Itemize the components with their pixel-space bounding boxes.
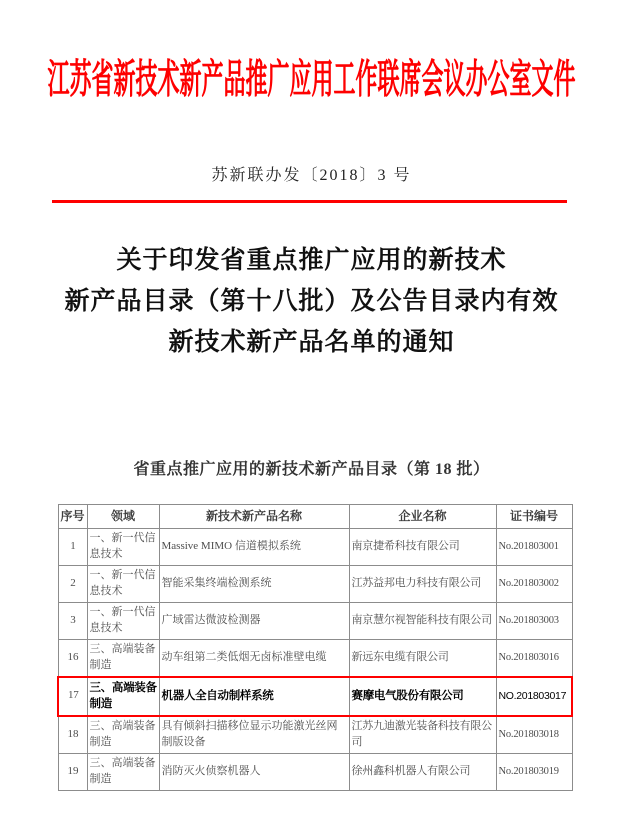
field-cell: 三、高端装备制造 — [87, 639, 159, 676]
product-name-cell: 广域雷达微波检测器 — [159, 602, 349, 639]
letterhead-banner-text: 江苏省新技术新产品推广应用工作联席会议办公室文件 — [47, 56, 576, 102]
company-name-cell: 赛摩电气股份有限公司 — [349, 677, 496, 716]
column-header-product: 新技术新产品名称 — [159, 505, 349, 529]
red-divider-line — [52, 200, 567, 203]
company-name-cell: 南京捷希科技有限公司 — [349, 529, 496, 566]
row-number-cell: 3 — [58, 602, 87, 639]
table-row — [58, 753, 572, 790]
field-cell: 三、高端装备制造 — [87, 716, 159, 753]
column-header-cert: 证书编号 — [496, 505, 572, 529]
product-name-cell: 具有倾斜扫描移位显示功能激光丝网制版设备 — [159, 716, 349, 753]
field-cell: 一、新一代信息技术 — [87, 529, 159, 566]
row-number-cell: 16 — [58, 639, 87, 676]
company-name-cell: 徐州鑫科机器人有限公司 — [349, 753, 496, 790]
row-number-cell: 19 — [58, 753, 87, 790]
notice-title-line-3: 新技术新产品名单的通知 — [168, 329, 455, 356]
catalog-table-body — [58, 529, 572, 791]
product-name-cell: 消防灭火侦察机器人 — [159, 753, 349, 790]
certificate-number-cell: No.201803001 — [496, 529, 572, 566]
row-number-cell: 1 — [58, 529, 87, 566]
product-name-cell: 机器人全自动制样系统 — [159, 677, 349, 716]
company-name-cell: 新远东电缆有限公司 — [349, 639, 496, 676]
certificate-number-cell: No.201803016 — [496, 639, 572, 676]
catalog-table-title: 省重点推广应用的新技术新产品目录（第 18 批） — [133, 461, 490, 478]
row-number-cell: 17 — [58, 677, 87, 716]
notice-title — [0, 240, 623, 363]
product-name-cell: 智能采集终端检测系统 — [159, 565, 349, 602]
product-name-cell: Massive MIMO 信道模拟系统 — [159, 529, 349, 566]
letterhead-banner — [0, 52, 623, 108]
catalog-table-header-row — [58, 505, 572, 529]
company-name-cell: 江苏九迪激光装备科技有限公司 — [349, 716, 496, 753]
document-number: 苏新联办发〔2018〕3 号 — [211, 167, 412, 184]
table-row — [58, 529, 572, 566]
row-number-cell: 18 — [58, 716, 87, 753]
certificate-number-cell: No.201803018 — [496, 716, 572, 753]
column-header-field: 领域 — [87, 505, 159, 529]
catalog-table — [57, 504, 573, 791]
field-cell: 三、高端装备制造 — [87, 677, 159, 716]
column-header-no: 序号 — [58, 505, 87, 529]
table-row — [58, 716, 572, 753]
table-row — [58, 639, 572, 676]
company-name-cell: 江苏益邦电力科技有限公司 — [349, 565, 496, 602]
certificate-number-cell: No.201803003 — [496, 602, 572, 639]
company-name-cell: 南京慧尔视智能科技有限公司 — [349, 602, 496, 639]
notice-title-line-1: 关于印发省重点推广应用的新技术 — [116, 247, 507, 274]
field-cell: 一、新一代信息技术 — [87, 565, 159, 602]
certificate-number-cell: NO.201803017 — [496, 677, 572, 716]
table-row-highlighted — [58, 677, 572, 716]
table-row — [58, 565, 572, 602]
column-header-company: 企业名称 — [349, 505, 496, 529]
field-cell: 一、新一代信息技术 — [87, 602, 159, 639]
row-number-cell: 2 — [58, 565, 87, 602]
field-cell: 三、高端装备制造 — [87, 753, 159, 790]
table-row — [58, 602, 572, 639]
notice-title-line-2: 新产品目录（第十八批）及公告目录内有效 — [64, 288, 559, 315]
certificate-number-cell: No.201803019 — [496, 753, 572, 790]
product-name-cell: 动车组第二类低烟无卤标准壁电缆 — [159, 639, 349, 676]
certificate-number-cell: No.201803002 — [496, 565, 572, 602]
